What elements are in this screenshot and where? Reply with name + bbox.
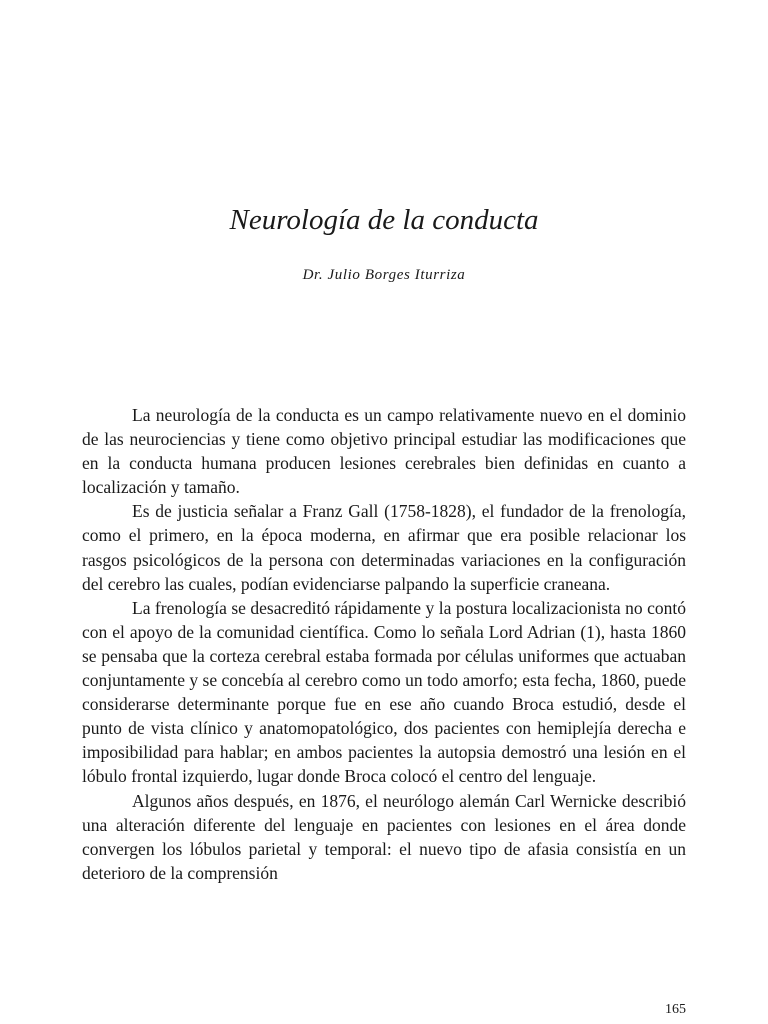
- body-paragraph: Algunos años después, en 1876, el neurólogo alemán Carl Wernicke describió una alteración diferente del lenguaje en pacientes con lesiones en el área donde convergen los lóbulos parietal y temporal: el nuevo tipo de afasia consistía en un deterioro de la comprensión: [82, 790, 686, 883]
- body-paragraph: La neurología de la conducta es un campo relativamente nuevo en el dominio de las neurociencias y tiene como objetivo principal estudiar las modificaciones que en la conducta humana producen lesiones cerebrales bien definidas en cuanto a localización y tamaño.: [82, 405, 686, 498]
- body-paragraph: La frenología se desacreditó rápidamente y la postura localizacionista no contó con el apoyo de la comunidad científica. Como lo señala Lord Adrian (1), hasta 1860 se pensaba que la corteza cerebral estaba formada por células uniformes que actuaban conjuntamente y se concebía al cerebro como un todo amorfo; esta fecha, 1860, puede considerarse determinante porque fue en ese año cuando Broca estudió, desde el punto de vista clínico y anatomopatológico, dos pacientes con hemiplejía derecha e imposibilidad para hablar; en ambos pacientes la autopsia demostró una lesión en el lóbulo frontal izquierdo, lugar donde Broca colocó el centro del lenguaje.: [82, 597, 686, 787]
- body-paragraph: Es de justicia señalar a Franz Gall (1758-1828), el fundador de la frenología, como el primero, en la época moderna, en afirmar que era posible relacionar los rasgos psicológicos de la persona con determinadas variaciones en la configuración del cerebro las cuales, podían evidenciarse palpando la superficie craneana.: [82, 501, 686, 594]
- article-title: Neurología de la conducta: [229, 204, 539, 236]
- article-body: [82, 403, 686, 885]
- page-number: 165: [665, 1002, 686, 1017]
- article-author: Dr. Julio Borges Iturriza: [302, 267, 466, 283]
